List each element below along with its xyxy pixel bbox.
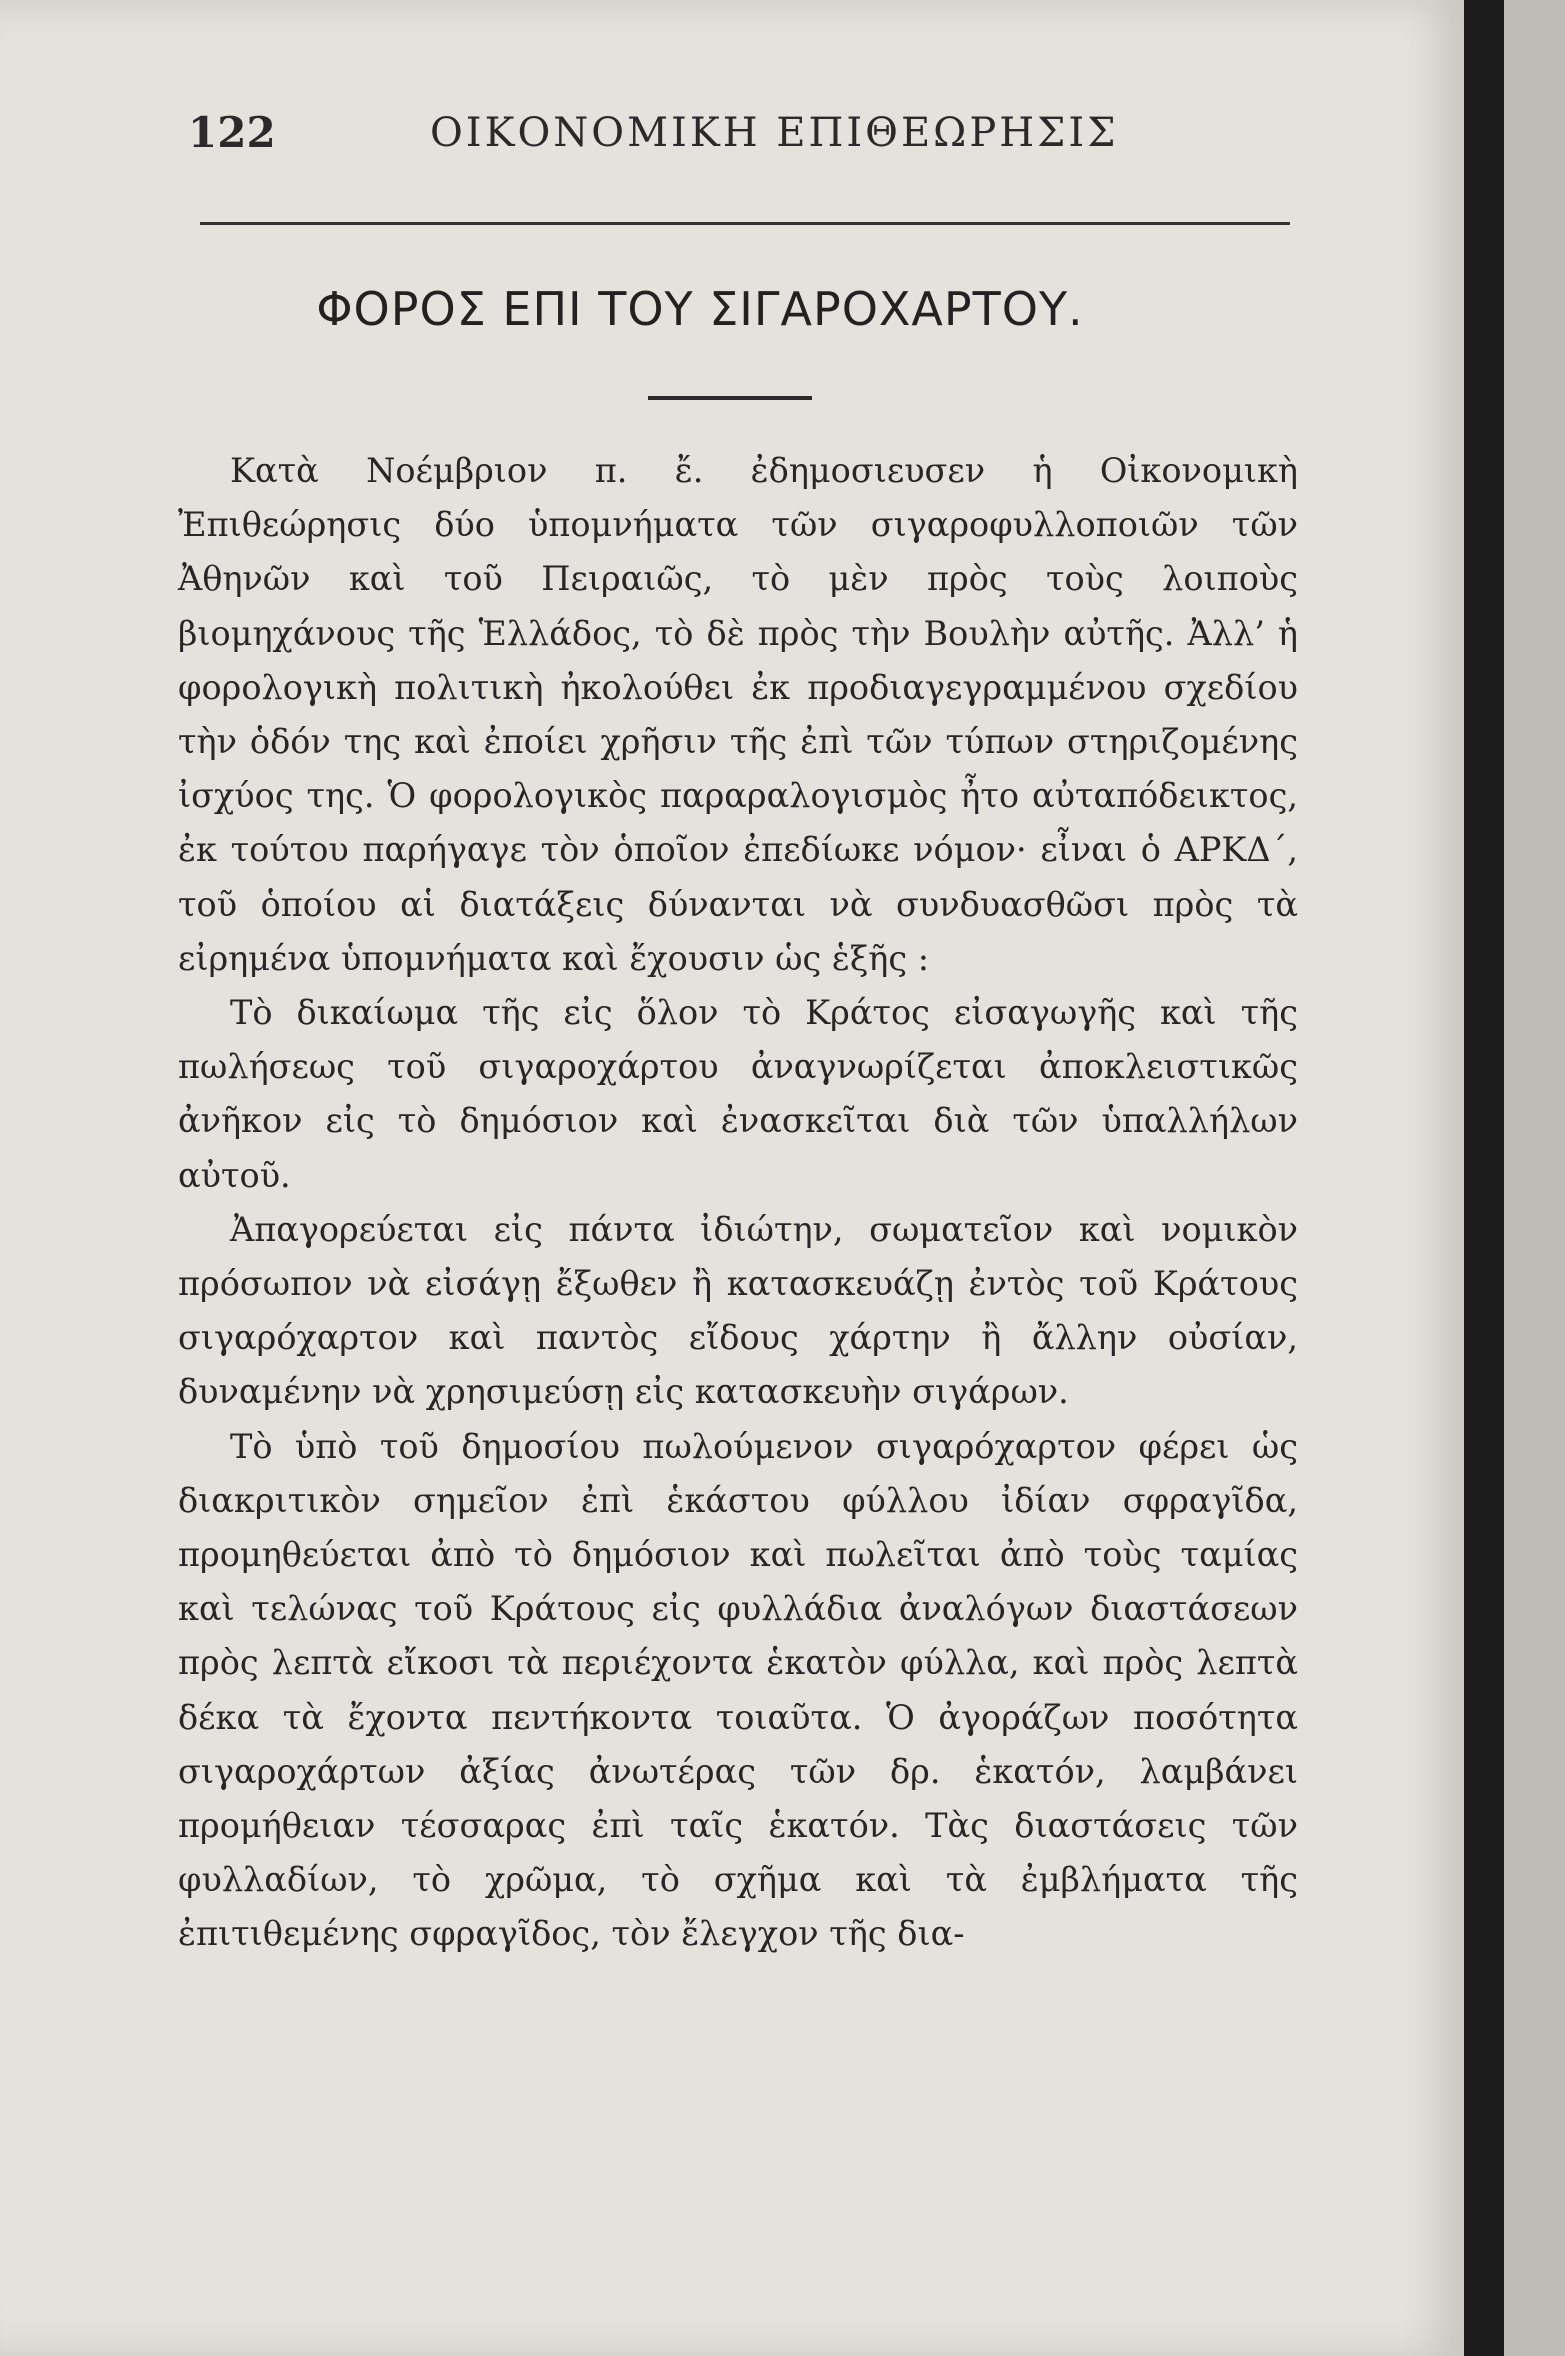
article-body [178, 444, 1298, 1962]
paragraph: Τὸ δικαίωμα τῆς εἰς ὅλον τὸ Κράτος εἰσαγωγῆς καὶ τῆς πωλήσεως τοῦ σιγαροχάρτου ἀναγνωρίζεται ἀποκλειστικῶς ἀνῆκον εἰς τὸ δημόσιον καὶ ἐνασκεῖται διὰ τῶν ὑπαλλήλων αὐτοῦ. [178, 993, 1298, 1195]
header-rule [200, 222, 1290, 225]
journal-title: ΟΙΚΟΝΟΜΙΚΗ ΕΠΙΘΕΩΡΗΣΙΣ [430, 110, 1119, 156]
article-title: ΦΟΡΟΣ ΕΠΙ ΤΟΥ ΣΙΓΑΡΟΧΑΡΤΟΥ. [316, 282, 1084, 336]
paragraph: Τὸ ὑπὸ τοῦ δημοσίου πωλούμενον σιγαρόχαρτον φέρει ὡς διακριτικὸν σημεῖον ἐπὶ ἑκάστου φύλλου ἰδίαν σφραγῖδα, προμηθεύεται ἀπὸ τὸ δημόσιον καὶ πωλεῖται ἀπὸ τοὺς ταμίας καὶ τελώνας τοῦ Κράτους εἰς φυλλάδια ἀναλόγων διαστάσεων πρὸς λεπτὰ εἴκοσι τὰ περιέχοντα ἑκατὸν φύλλα, καὶ πρὸς λεπτὰ δέκα τὰ ἔχοντα πεντήκοντα τοιαῦτα. Ὁ ἀγοράζων ποσότητα σιγαροχάρτων ἀξίας ἀνωτέρας τῶν δρ. ἑκατόν, λαμβάνει προμήθειαν τέσσαρας ἐπὶ ταῖς ἑκατόν. Τὰς διαστάσεις τῶν φυλλαδίων, τὸ χρῶμα, τὸ σχῆμα καὶ τὰ ἐμβλήματα τῆς ἐπιτιθεμένης σφραγῖδος, τὸν ἔλεγχον τῆς δια- [178, 1426, 1298, 1954]
running-header [160, 108, 1310, 168]
binding-edge [1464, 0, 1504, 2356]
paragraph: Ἀπαγορεύεται εἰς πάντα ἰδιώτην, σωματεῖον καὶ νομικὸν πρόσωπον νὰ εἰσάγῃ ἔξωθεν ἢ κατασκευάζῃ ἐντὸς τοῦ Κράτους σιγαρόχαρτον καὶ παντὸς εἴδους χάρτην ἢ ἄλλην οὐσίαν, δυναμένην νὰ χρησιμεύσῃ εἰς κατασκευὴν σιγάρων. [178, 1209, 1298, 1412]
title-divider [648, 396, 812, 400]
adjacent-page-edge [1504, 0, 1565, 2356]
paragraph: Κατὰ Νοέμβριον π. ἔ. ἐδημοσιευσεν ἡ Οἰκονομικὴ Ἐπιθεώρησις δύο ὑπομνήματα τῶν σιγαροφυλλοποιῶν τῶν Ἀθηνῶν καὶ τοῦ Πειραιῶς, τὸ μὲν πρὸς τοὺς λοιποὺς βιομηχάνους τῆς Ἑλλάδος, τὸ δὲ πρὸς τὴν Βουλὴν αὐτῆς. Ἀλλ’ ἡ φορολογικὴ πολιτικὴ ἠκολούθει ἐκ προδιαγεγραμμένου σχεδίου τὴν ὁδόν της καὶ ἐποίει χρῆσιν τῆς ἐπὶ τῶν τύπων στηριζομένης ἰσχύος της. Ὁ φορολογικὸς παραραλογισμὸς ἦτο αὐταπόδεικτος, ἐκ τούτου παρήγαγε τὸν ὁποῖον ἐπεδίωκε νόμον· εἶναι ὁ ΑΡΚΔ΄, τοῦ ὁποίου αἱ διατάξεις δύνανται νὰ συνδυασθῶσι πρὸς τὰ εἰρημένα ὑπομνήματα καὶ ἔχουσιν ὡς ἑξῆς : [178, 451, 1298, 978]
page-number: 122 [188, 108, 276, 157]
